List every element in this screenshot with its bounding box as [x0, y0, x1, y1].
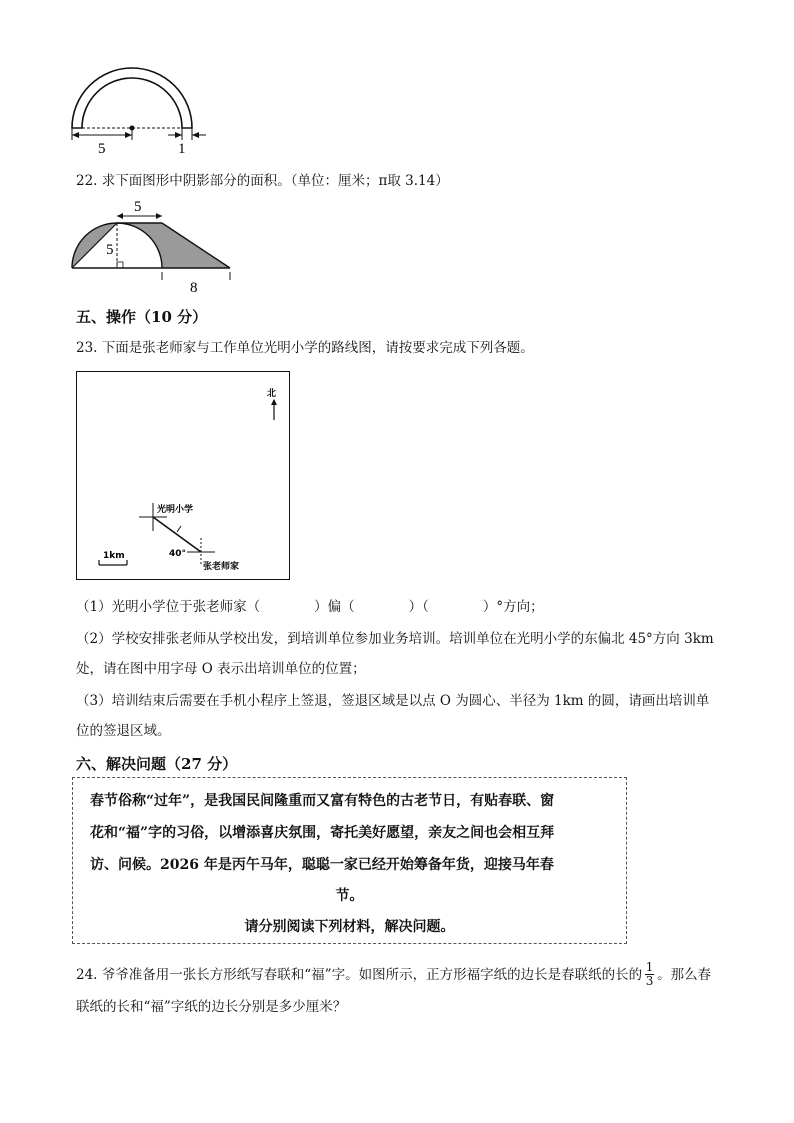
- q24-frac-num: 1: [645, 960, 654, 974]
- scale-label: 1km: [103, 551, 125, 561]
- school-label: 光明小学: [157, 505, 194, 515]
- route-map-drawing: [77, 372, 289, 579]
- q24-frac-den: 3: [645, 974, 654, 988]
- ring-label-right: 1: [178, 141, 186, 157]
- q24-text-end: 。那么春: [657, 966, 712, 983]
- q24-fraction: [645, 961, 654, 988]
- festival-box: [72, 777, 627, 944]
- box-line4: 节。: [335, 888, 364, 904]
- q23-sub3-line2: 位的签退区域。: [76, 723, 171, 739]
- q22-label-bottom: 8: [190, 280, 198, 296]
- box-line5: 请分别阅读下列材料，解决问题。: [244, 919, 455, 935]
- q22-figure: [66, 196, 246, 296]
- q24-text-start: 24. 爷爷准备用一张长方形纸写春联和“福”字。如图所示，正方形福字纸的边长是春联纸的长的: [76, 966, 643, 983]
- q23-sub3-line1: （3）培训结束后需要在手机小程序上签退，签退区域是以点 O 为圆心、半径为 1km 的圆，请画出培训单: [76, 693, 710, 709]
- section6-title: 六、解决问题（27 分）: [76, 755, 238, 773]
- home-label: 张老师家: [203, 562, 240, 572]
- q23-sub2-line2: 处，请在图中用字母 O 表示出培训单位的位置；: [76, 661, 366, 677]
- q24-line1: [76, 961, 711, 988]
- box-line3: 访、问候。2026 年是丙午马年，聪聪一家已经开始筹备年货，迎接马年春: [90, 857, 554, 873]
- q22-label-side: 5: [106, 242, 114, 258]
- ring-label-left: 5: [98, 141, 106, 157]
- box-line2: 花和“福”字的习俗，以增添喜庆氛围，寄托美好愿望，亲友之间也会相互拜: [90, 825, 555, 841]
- box-line1: 春节俗称“过年”，是我国民间隆重而又富有特色的古老节日，有贴春联、窗: [90, 793, 555, 809]
- q23-sub2-line1: （2）学校安排张老师从学校出发，到培训单位参加业务培训。培训单位在光明小学的东偏北 45°方向 3km: [76, 631, 714, 647]
- route-map: [76, 371, 290, 580]
- section5-title: 五、操作（10 分）: [76, 308, 208, 326]
- q22-text: 22. 求下面图形中阴影部分的面积。（单位：厘米；π取 3.14）: [76, 173, 449, 189]
- q22-label-top: 5: [134, 199, 142, 215]
- half-ring-figure: [60, 58, 220, 158]
- north-label: 北: [267, 389, 277, 399]
- angle-label: 40°: [169, 549, 187, 559]
- q23-text: 23. 下面是张老师家与工作单位光明小学的路线图，请按要求完成下列各题。: [76, 340, 534, 356]
- q23-sub1: （1）光明小学位于张老师家（ ）偏（ ）（ ）°方向；: [76, 599, 544, 615]
- q24-line2: 联纸的长和“福”字纸的边长分别是多少厘米？: [76, 999, 347, 1015]
